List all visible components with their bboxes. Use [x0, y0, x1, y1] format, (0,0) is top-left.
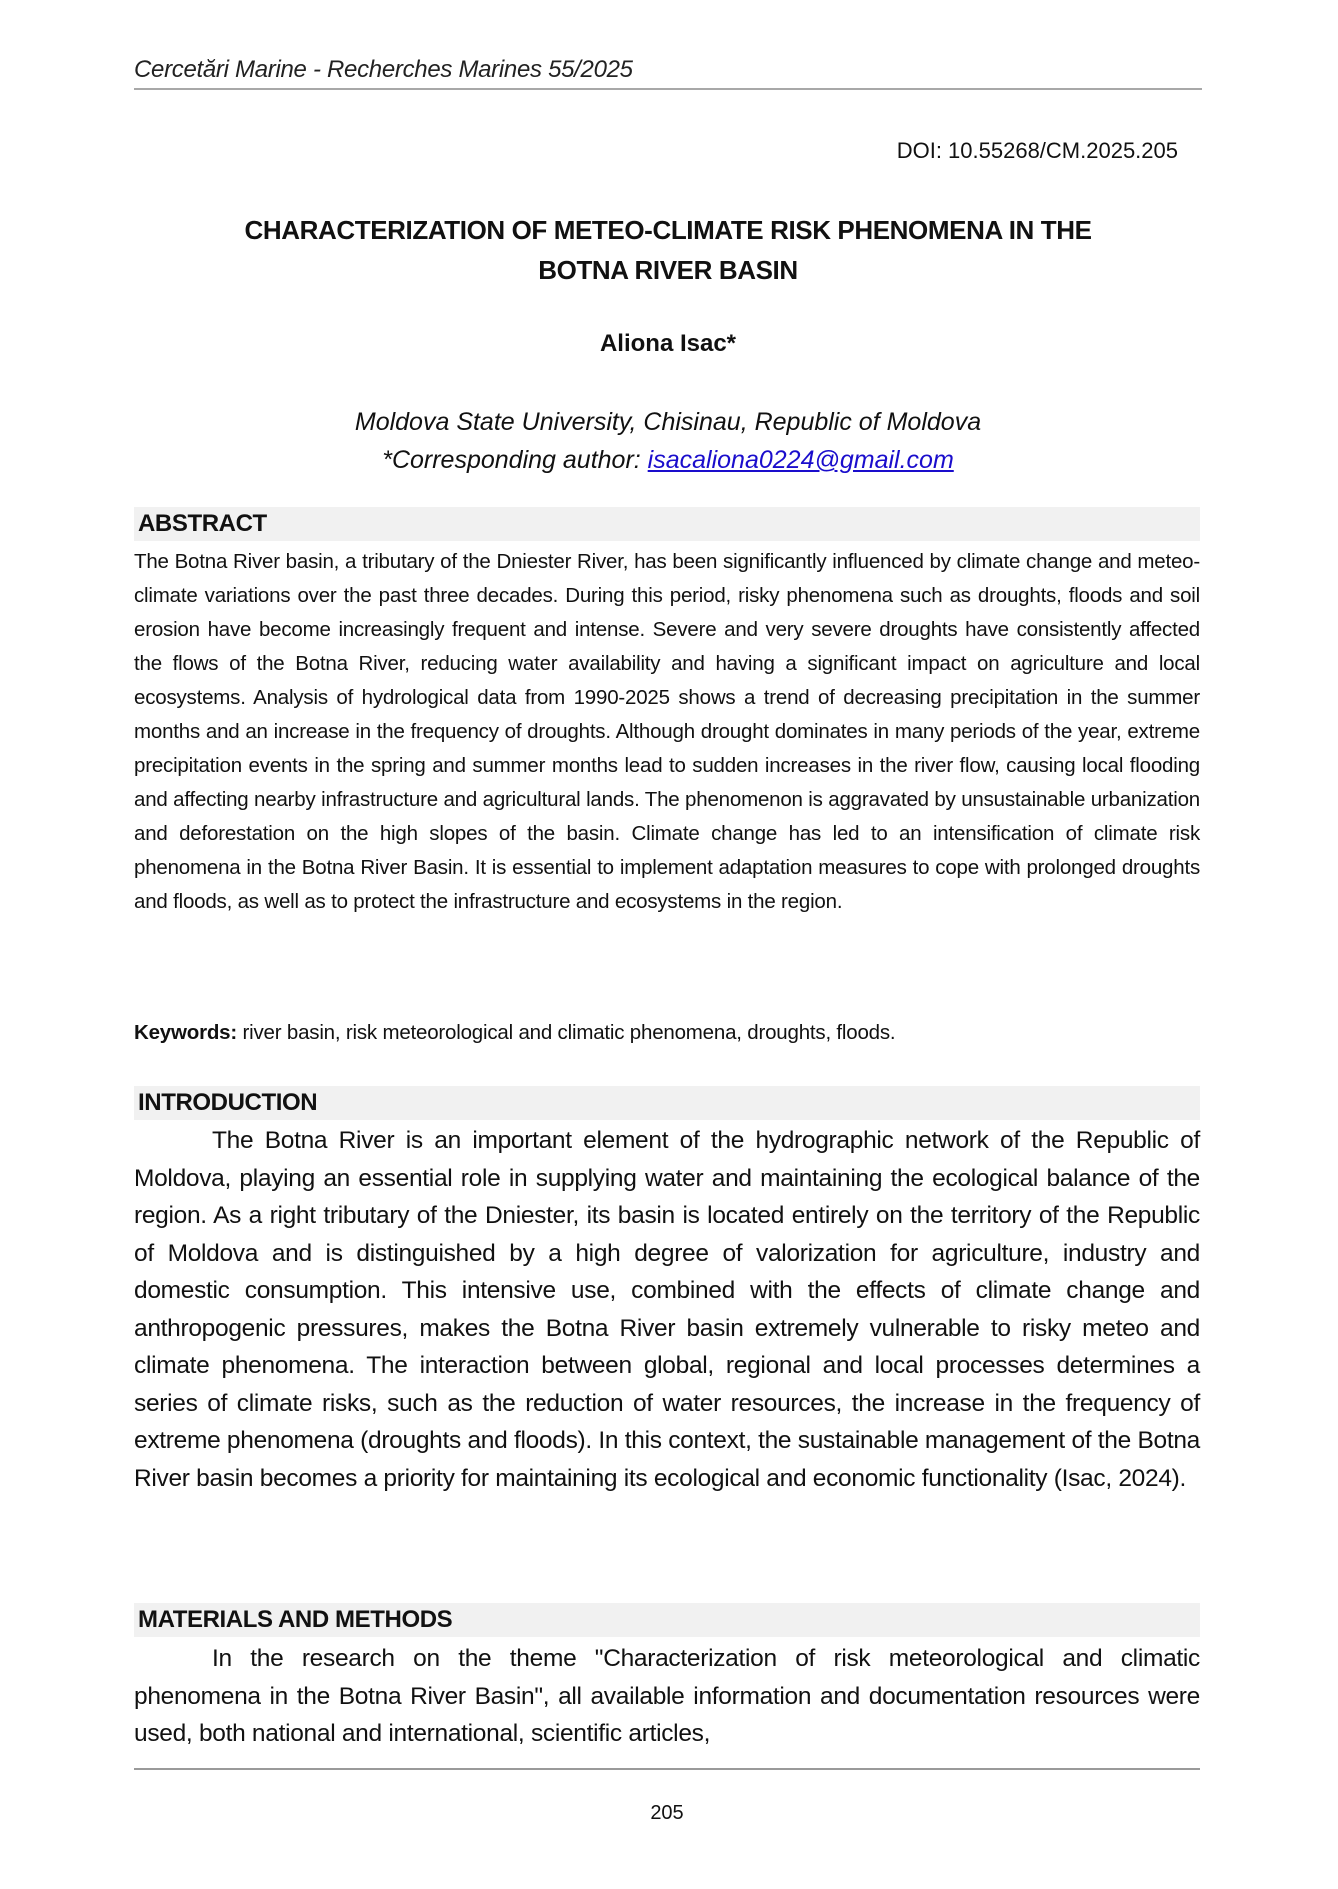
- paper-title: [134, 210, 1202, 290]
- introduction-text: The Botna River is an important element of the hydrographic network of the Republic of Moldova, playing an essential role in supplying water and maintaining the ecological balance of the region. As a right tributary of the Dniester, its basin is located entirely on the territory of the Republic of Moldova and is distinguished by a high degree of valorization for agriculture, industry and domestic consumption. This intensive use, combined with the effects of climate change and anthropogenic pressures, makes the Botna River basin extremely vulnerable to risky meteo and climate phenomena. The interaction between global, regional and local processes determines a series of climate risks, such as the reduction of water resources, the increase in the frequency of extreme phenomena (droughts and floods). In this context, the sustainable management of the Botna River basin becomes a priority for maintaining its ecological and economic functionality (Isac, 2024).: [134, 1127, 1200, 1492]
- footer-rule: [134, 1768, 1200, 1770]
- affiliation: [134, 403, 1202, 479]
- materials-methods-heading: MATERIALS AND METHODS: [134, 1603, 1200, 1637]
- keywords: [134, 1016, 1200, 1050]
- running-head: Cercetări Marine - Recherches Marines 55/2025: [134, 56, 633, 83]
- abstract-heading: ABSTRACT: [134, 507, 1200, 541]
- title-line-2: BOTNA RIVER BASIN: [538, 255, 798, 285]
- corresponding-label: *Corresponding author:: [382, 446, 648, 474]
- keywords-label: Keywords:: [134, 1021, 238, 1044]
- email-link[interactable]: isacaliona0224@gmail.com: [647, 446, 954, 474]
- author-name: Aliona Isac*: [599, 330, 737, 357]
- corresponding-author: [134, 441, 1202, 479]
- keywords-list: river basin, risk meteorological and climatic phenomena, droughts, floods.: [237, 1021, 896, 1044]
- page-number: 205: [650, 1802, 684, 1824]
- abstract-text: The Botna River basin, a tributary of the Dniester River, has been significantly influenced by climate change and meteo-climate variations over the past three decades. During this period, risky phenomena such as droughts, floods and soil erosion have become increasingly frequent and intense. Severe and very severe droughts have consistently affected the flows of the Botna River, reducing water availability and having a significant impact on agriculture and local ecosystems. Analysis of hydrological data from 1990-2025 shows a trend of decreasing precipitation in the summer months and an increase in the frequency of droughts. Although drought dominates in many periods of the year, extreme precipitation events in the spring and summer months lead to sudden increases in the river flow, causing local flooding and affecting nearby infrastructure and agricultural lands. The phenomenon is aggravated by unsustainable urbanization and deforestation on the high slopes of the basin. Climate change has led to an intensification of climate risk phenomena in the Botna River Basin. It is essential to implement adaptation measures to cope with prolonged droughts and floods, as well as to protect the infrastructure and ecosystems in the region.: [134, 550, 1200, 913]
- materials-methods-text: In the research on the theme "Characterization of risk meteorological and climatic phenomena in the Botna River Basin", all available information and documentation resources were used, both national and international, scientific articles,: [134, 1645, 1200, 1747]
- institution: Moldova State University, Chisinau, Republic of Moldova: [354, 408, 982, 436]
- introduction-heading: INTRODUCTION: [134, 1086, 1200, 1120]
- title-line-1: CHARACTERIZATION OF METEO-CLIMATE RISK PHENOMENA IN THE: [244, 215, 1092, 245]
- doi: DOI: 10.55268/CM.2025.205: [896, 138, 1178, 163]
- header-rule: [134, 88, 1202, 90]
